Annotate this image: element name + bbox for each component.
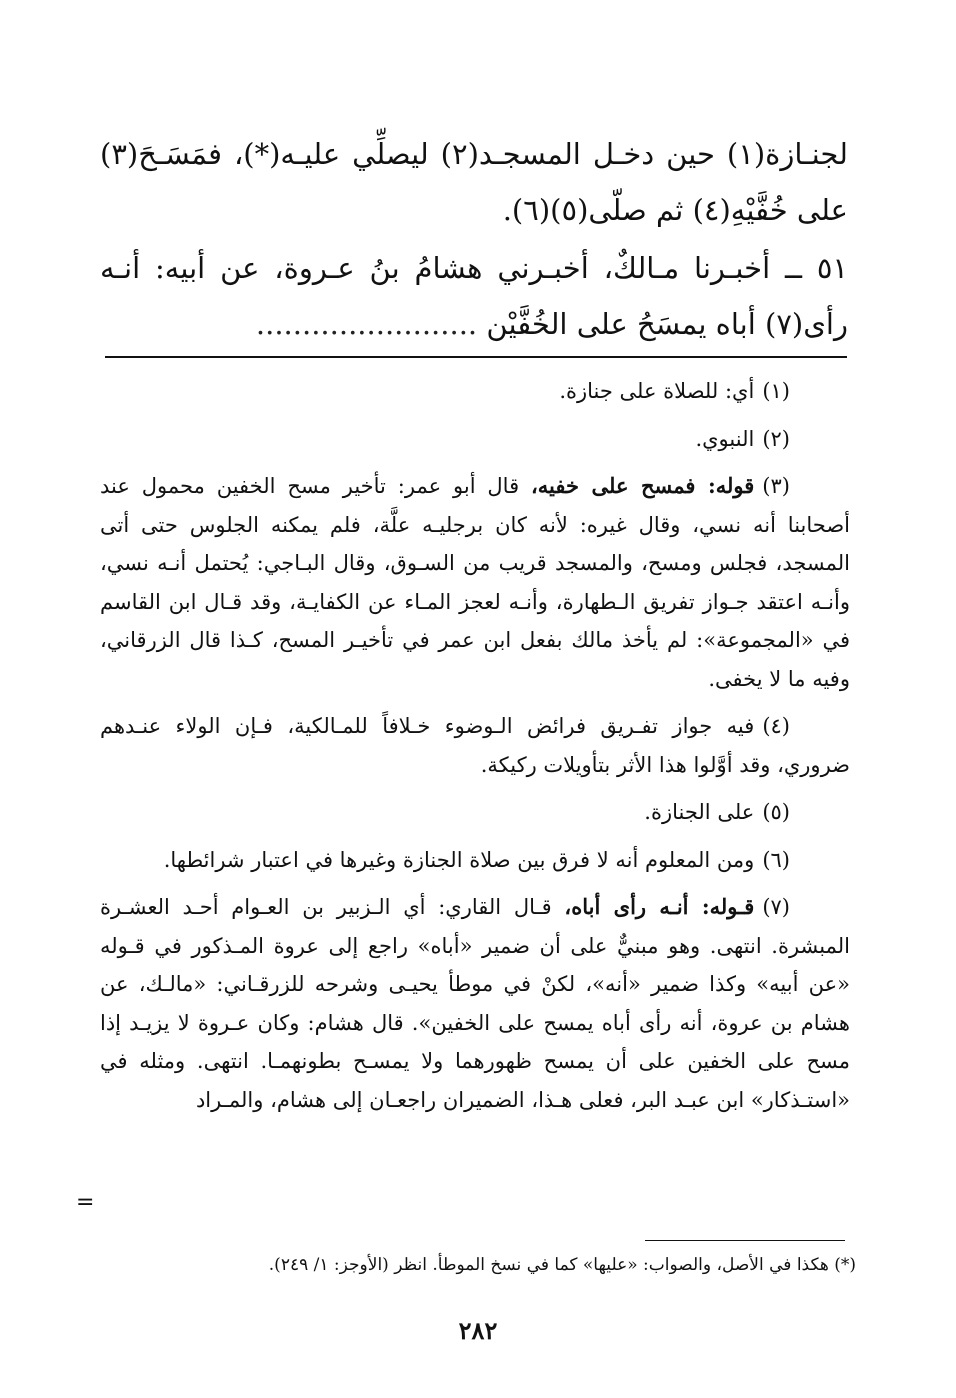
footnote-4	[100, 707, 850, 784]
footnote-text: قال أبو عمر: تأخير مسح الخفين محمول عند أصحابنا أنه نسي، وقال غيره: لأنه كان برجليـه علَّة، فلم يمكنه الجلوس حتى أتى المسجد، فجلس ومسح، والمسجد قريب من السـوق، وقال البـاجي: يُحتمل أنـه نسي، وأنـه اعتقد جـواز تفريق الـطهارة، وأنـه لعجز المـاء عن الكفايـة، وقد قـال ابن القاسم في «المجموعة»: لم يأخذ مالك بفعل ابن عمر في تأخيـر المسح، كـذا قال الزرقاني، وفيه ما لا يخفى.	[100, 474, 851, 691]
footnote-1	[100, 372, 850, 411]
footnote-number: (٦)	[762, 847, 790, 872]
footnote-number: (٢)	[762, 426, 790, 451]
leader-dots: ........................	[255, 307, 478, 341]
footnote-text: على الجنازة.	[644, 800, 755, 824]
footnote-3	[100, 467, 850, 698]
main-paragraph-2	[100, 240, 848, 352]
star-note-rule	[645, 1240, 845, 1241]
footnote-number: (٧)	[762, 895, 790, 919]
footnote-text: أي: للصلاة على جنازة.	[559, 379, 755, 403]
footnote-7	[100, 888, 850, 1119]
star-footnote: (*) هكذا في الأصل، والصواب: «عليها» كما في نسخ الموطأ. انظر (الأوجز: ١/ ٢٤٩).	[268, 1255, 856, 1275]
footnote-text: قـال القاري: أي الـزبير بن العـوام أحـد العشـرة المبشرة. انتهى. وهو مبنيٌّ على أن ضمير «أباه» راجع إلى عروة المـذكور في قـوله «عن أبيه» وكذا ضمير «أنه»، لكنْ في موطأ يحيـى وشرحه للزرقـاني: «مالـك، عن هشام بن عروة، أنه رأى أباه يمسح على الخفين». قال هشام: وكان عـروة لا يزيـد إذا مسح على الخفين على أن يمسح ظهورهما ولا يمسـح بطونهمـا. انتهى. ومثله في «استـذكار» ابن عبـد البر، فعلى هـذا، الضميران راجعـان إلى هشام، والمـراد	[100, 895, 850, 1112]
page-number: ٢٨٢	[458, 1316, 498, 1345]
footnote-text: النبوي.	[695, 426, 755, 451]
footnote-lead: قوله: فمسح على خفيه،	[531, 473, 755, 498]
footnote-5	[100, 793, 850, 832]
main-paragraph-1: لجنـازة(١) حين دخـل المسجـد(٢) ليصلِّي عليـه(*)، فمَسَـحَ(٣) على خُفَّيْهِ(٤) ثم صلّى(٥)(٦).	[100, 137, 848, 227]
footnote-number: (٤)	[762, 714, 790, 738]
footnote-text: ومن المعلوم أنه لا فرق بين صلاة الجنازة وغيرها في اعتبار شرائطها.	[163, 847, 755, 872]
continuation-mark: =	[76, 1190, 95, 1215]
hadith-51-text: ٥١ ــ أخبـرنا مـالكٌ، أخبـرني هشامُ بنُ عـروة، عن أبيه: أنـه رأى(٧) أباه يمسَحُ على الخُفَّيْن	[100, 251, 848, 341]
footnote-2	[100, 420, 850, 459]
footnote-6	[100, 841, 850, 880]
footnote-lead: قـوله: أنـه رأى أباه،	[564, 894, 755, 919]
footnote-separator-rule	[105, 356, 847, 358]
footnote-text: فيه جواز تفـريق فرائض الـوضوء خـلافاً للمـالكية، فـإن الولاء عنـدهم ضروري، وقد أوَّلوا هذا الأثر بتأويلات ركيكة.	[100, 714, 850, 777]
footnotes	[100, 372, 850, 1128]
footnote-number: (٥)	[762, 800, 790, 824]
footnote-number: (٣)	[762, 474, 790, 498]
main-text	[100, 126, 848, 352]
footnote-number: (١)	[762, 379, 790, 403]
